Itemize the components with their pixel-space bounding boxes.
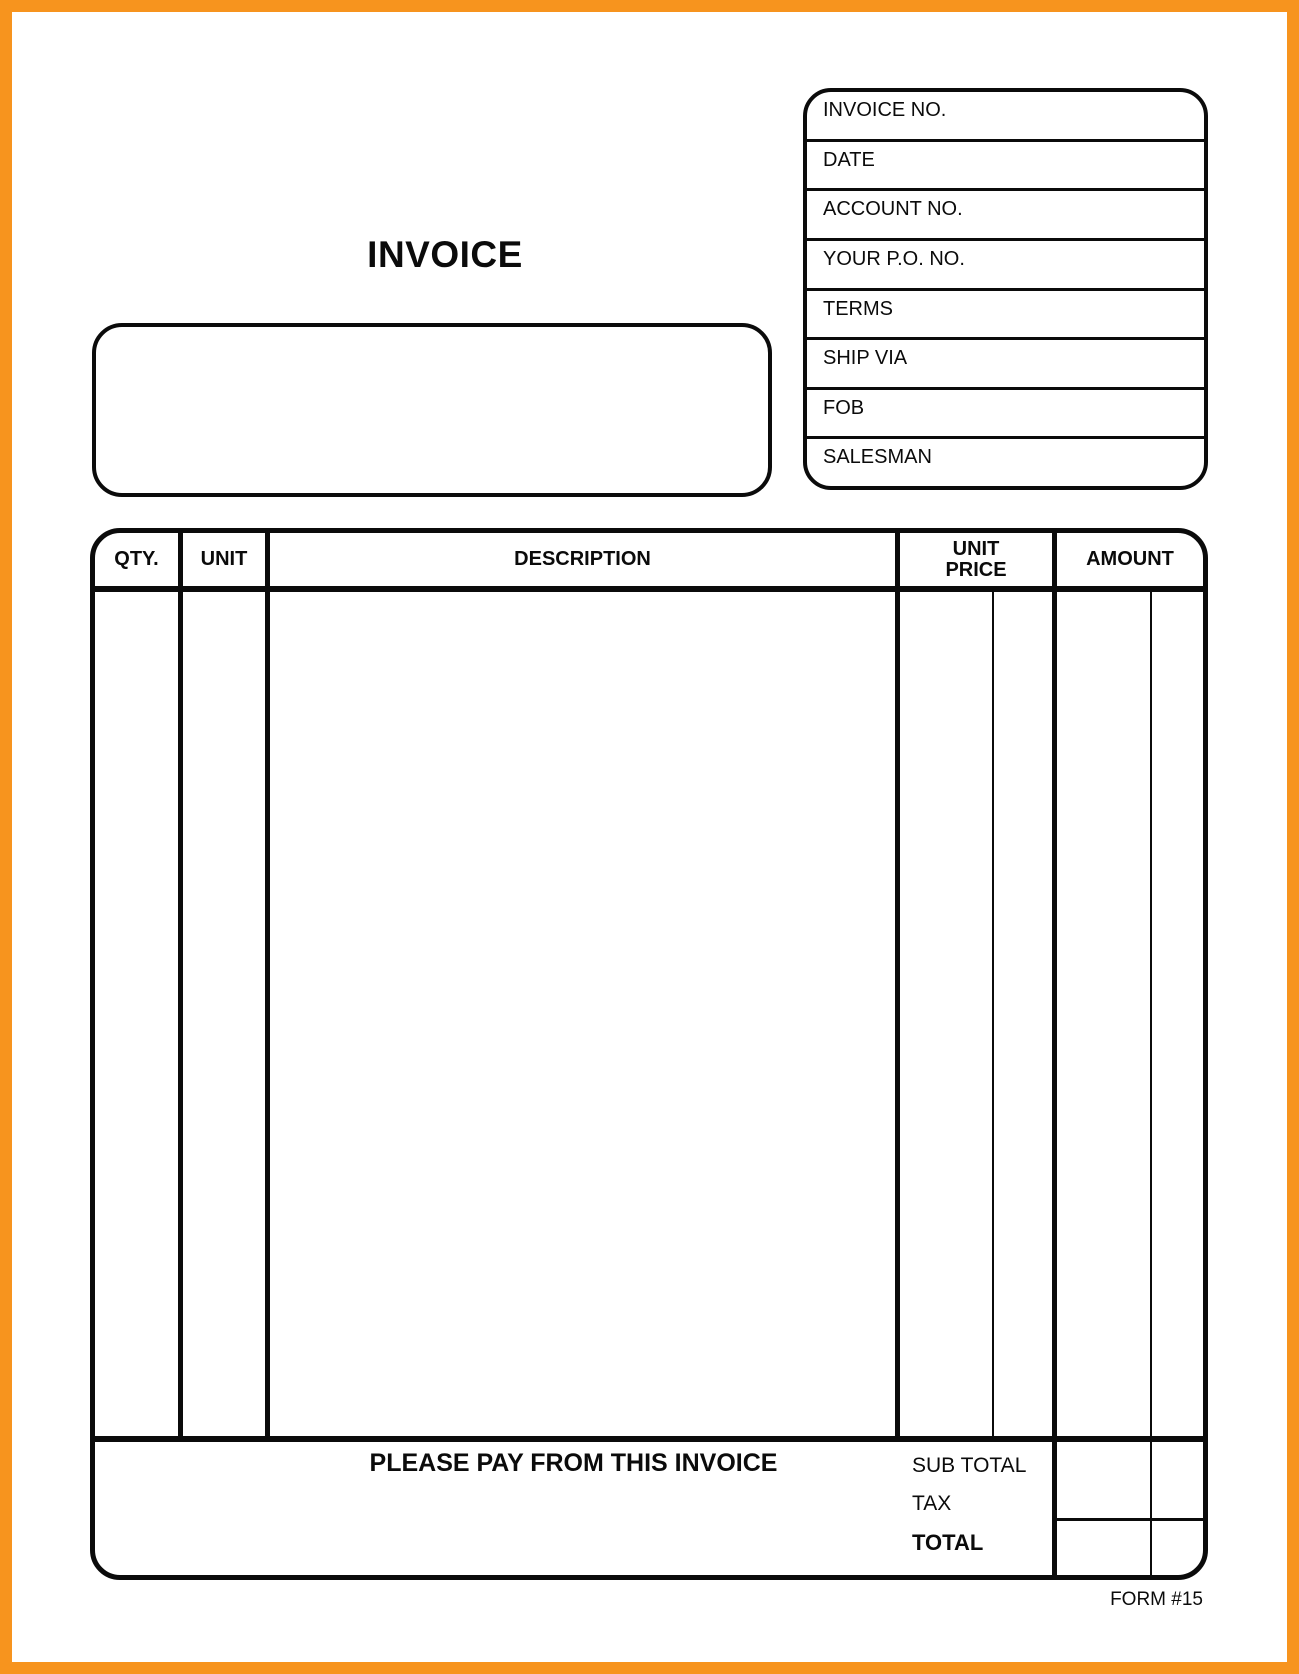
info-field-account-no[interactable] bbox=[807, 188, 1204, 238]
form-number: FORM #15 bbox=[1110, 1589, 1203, 1610]
info-field-label: DATE bbox=[823, 148, 875, 171]
info-field-label: YOUR P.O. NO. bbox=[823, 247, 965, 270]
total-amount-box[interactable] bbox=[1057, 1521, 1203, 1575]
line-items-table bbox=[90, 528, 1208, 1580]
info-field-po-no[interactable] bbox=[807, 238, 1204, 288]
bill-to-address-box[interactable] bbox=[92, 323, 772, 497]
page-title: INVOICE bbox=[367, 234, 523, 275]
column-header-unit-price: UNIT PRICE bbox=[945, 537, 1007, 581]
unit-column-input-area[interactable] bbox=[183, 592, 265, 1436]
subtotal-label: SUB TOTAL bbox=[912, 1454, 1027, 1477]
pay-from-invoice-message: PLEASE PAY FROM THIS INVOICE bbox=[369, 1449, 778, 1477]
info-field-label: SALESMAN bbox=[823, 446, 932, 469]
info-field-label: SHIP VIA bbox=[823, 347, 908, 370]
info-field-label: INVOICE NO. bbox=[823, 99, 947, 121]
invoice-info-table bbox=[803, 88, 1208, 490]
total-label: TOTAL bbox=[912, 1530, 984, 1555]
info-field-label: TERMS bbox=[823, 297, 893, 320]
tax-label: TAX bbox=[912, 1492, 952, 1515]
info-field-ship-via[interactable] bbox=[807, 337, 1204, 387]
info-field-date[interactable] bbox=[807, 139, 1204, 189]
info-field-terms[interactable] bbox=[807, 288, 1204, 338]
info-field-label: FOB bbox=[823, 396, 865, 419]
info-field-salesman[interactable] bbox=[807, 436, 1204, 486]
unit-price-column-input-area[interactable] bbox=[900, 592, 1052, 1436]
description-column-input-area[interactable] bbox=[270, 592, 895, 1436]
amount-column-input-area[interactable] bbox=[1057, 592, 1203, 1436]
column-header-qty: QTY. bbox=[114, 548, 159, 570]
qty-column-input-area[interactable] bbox=[95, 592, 178, 1436]
column-header-description: DESCRIPTION bbox=[514, 548, 651, 570]
divider-footer-top bbox=[95, 1436, 1203, 1442]
column-header-amount: AMOUNT bbox=[1086, 548, 1174, 570]
column-header-unit: UNIT bbox=[200, 548, 248, 570]
info-field-label: ACCOUNT NO. bbox=[823, 198, 963, 221]
info-field-fob[interactable] bbox=[807, 387, 1204, 437]
info-field-invoice-no[interactable] bbox=[807, 92, 1204, 139]
subtotal-tax-amount-box[interactable] bbox=[1057, 1442, 1203, 1518]
